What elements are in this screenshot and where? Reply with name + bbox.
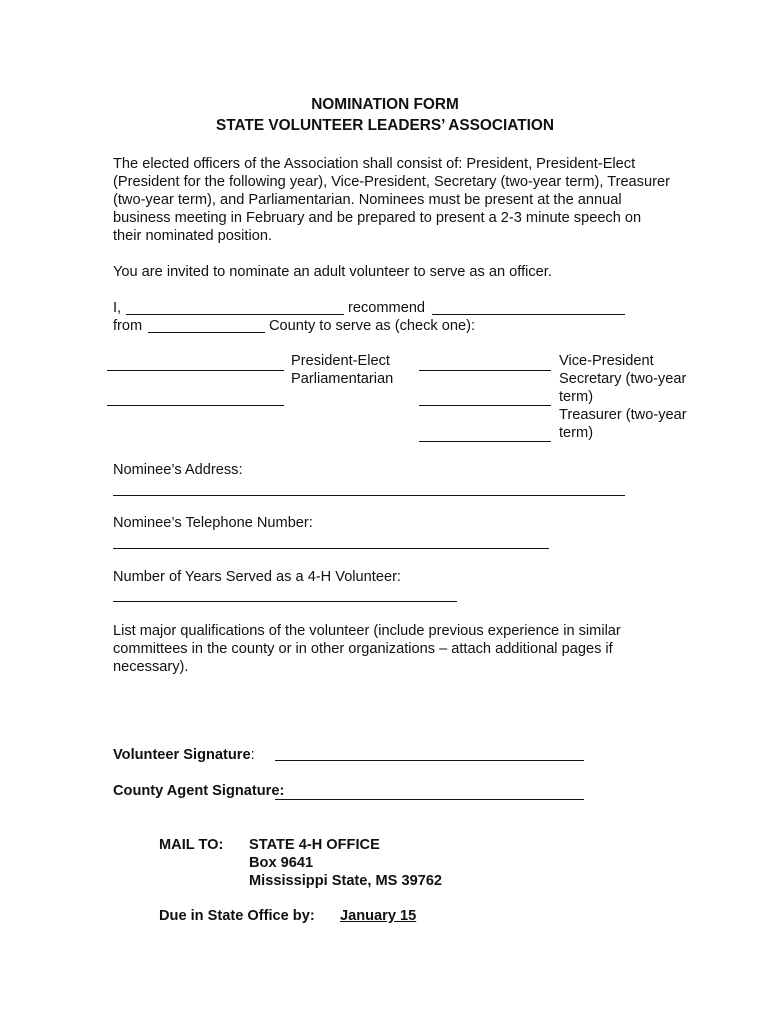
volunteer-signature-label-wrap <box>113 746 255 764</box>
position-vice-president: Vice-President <box>559 353 654 369</box>
years-served-label: Number of Years Served as a 4-H Volunteer: <box>113 569 401 585</box>
position-parliamentarian: Parliamentarian <box>291 371 394 387</box>
county-name-field[interactable] <box>148 332 265 333</box>
nominee-address-field[interactable] <box>113 495 625 496</box>
county-agent-signature-field[interactable] <box>275 799 584 800</box>
county-agent-signature-label: County Agent Signature: <box>113 783 285 799</box>
nominee-name-field[interactable] <box>432 314 625 315</box>
years-served-field[interactable] <box>113 601 457 602</box>
due-date: January 15 <box>340 908 417 924</box>
intro-paragraph: The elected officers of the Association shall consist of: President, President-Elect (President for the following year), Vice-President, Secretary (two-year term), Treasurer (two-year term), and Parliamentarian. Nominees must be present at the annual business meeting in February and be prepared to present a 2-3 minute speech on their nominated position. <box>113 156 670 244</box>
recommend-label: recommend <box>348 300 426 316</box>
position-president-elect: President-Elect <box>291 353 390 369</box>
form-title: NOMINATION FORM <box>311 96 459 113</box>
from-label: from <box>113 318 143 334</box>
mail-address-line2: Box 9641 <box>249 855 314 871</box>
i-label: I, <box>113 300 122 316</box>
mail-to-label: MAIL TO: <box>159 837 224 853</box>
nominee-phone-field[interactable] <box>113 548 549 549</box>
position-treasurer: Treasurer (two-year term) <box>559 407 687 441</box>
position-secretary: Secretary (two-year term) <box>559 371 687 405</box>
county-label: County to serve as (check one): <box>269 318 476 334</box>
qualifications-text: List major qualifications of the volunteer (include previous experience in similar committees in the county or in other organizations – attach additional pages if necessary). <box>113 623 621 675</box>
president-elect-checkline[interactable] <box>107 370 284 371</box>
association-title: STATE VOLUNTEER LEADERS’ ASSOCIATION <box>215 117 555 134</box>
volunteer-signature-label: Volunteer Signature <box>113 747 251 763</box>
volunteer-signature-field[interactable] <box>275 760 584 761</box>
due-label: Due in State Office by: <box>159 908 315 924</box>
nominator-name-field[interactable] <box>126 314 344 315</box>
nominee-address-label: Nominee’s Address: <box>113 462 243 478</box>
parliamentarian-checkline[interactable] <box>107 405 284 406</box>
mail-address-line1: STATE 4-H OFFICE <box>249 837 380 853</box>
secretary-checkline[interactable] <box>419 405 551 406</box>
vice-president-checkline[interactable] <box>419 370 551 371</box>
mail-address-line3: Mississippi State, MS 39762 <box>249 873 443 889</box>
volunteer-signature-colon: : <box>250 747 255 763</box>
nominee-phone-label: Nominee’s Telephone Number: <box>113 515 313 531</box>
treasurer-checkline[interactable] <box>419 441 551 442</box>
invite-text: You are invited to nominate an adult volunteer to serve as an officer. <box>113 264 552 280</box>
